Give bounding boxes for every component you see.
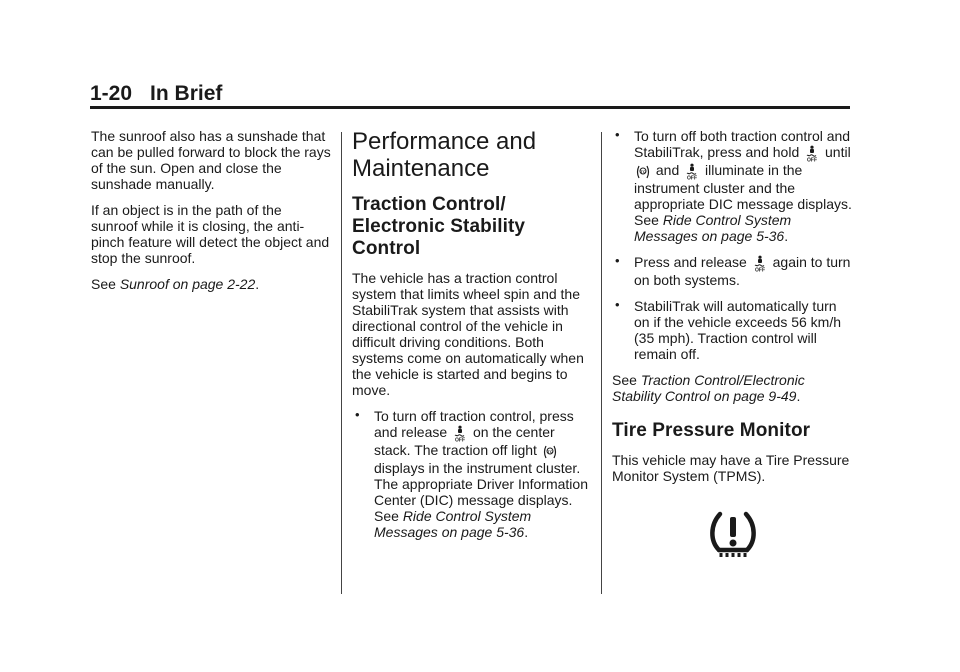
- tire-pressure-warning-icon: [708, 509, 758, 559]
- paragraph: This vehicle may have a Tire Pressure Monitor System (TPMS).: [612, 452, 850, 484]
- text: To turn off traction control, press and release: [374, 408, 574, 440]
- bullet-list: [612, 128, 852, 362]
- text: until: [821, 144, 851, 160]
- cross-reference-link[interactable]: Ride Control System Messages on page 5-36: [634, 212, 792, 244]
- svg-text:OFF: OFF: [807, 157, 818, 162]
- bullet-icon: •: [615, 127, 620, 142]
- stabilitrak-off-icon: [685, 163, 699, 180]
- page-header: [90, 82, 850, 106]
- svg-text:OFF: OFF: [687, 175, 698, 180]
- text: See: [91, 276, 120, 292]
- traction-off-button-icon: [453, 425, 467, 442]
- paragraph: If an object is in the path of the sunroof while it is closing, the anti-pinch feature will detect the object and stop the sunroof.: [91, 202, 330, 266]
- text: and: [652, 162, 684, 178]
- see-reference: [91, 276, 331, 292]
- svg-text:TC: TC: [547, 449, 553, 454]
- text: .: [796, 388, 801, 404]
- list-item: [612, 254, 852, 288]
- list-item: [352, 408, 592, 540]
- text: See: [612, 372, 641, 388]
- subsection-heading: Tire Pressure Monitor: [612, 420, 811, 441]
- cross-reference-link[interactable]: Ride Control System Messages on page 5-36: [374, 508, 532, 540]
- text: StabiliTrak will automatically turn on if the vehicle exceeds 56 km/h (35 mph). Traction control will remain off.: [634, 298, 842, 362]
- bullet-icon: •: [615, 297, 620, 312]
- column-divider: [601, 132, 602, 594]
- section-title: In Brief: [150, 82, 223, 105]
- column-3: [612, 128, 852, 494]
- traction-off-light-icon: [636, 163, 650, 180]
- text: To turn off both traction control and StabiliTrak, press and hold: [634, 128, 851, 160]
- section-heading: Performance and Maintenance: [352, 128, 537, 182]
- svg-text:TC: TC: [640, 169, 646, 174]
- subsection-heading: Traction Control/ Electronic Stability Control: [352, 194, 526, 259]
- text: .: [255, 276, 260, 292]
- svg-text:OFF: OFF: [455, 437, 466, 442]
- column-1: [91, 128, 331, 302]
- text: .: [784, 228, 789, 244]
- svg-text:OFF: OFF: [754, 267, 765, 272]
- header-rule: [90, 106, 850, 109]
- bullet-list: [352, 408, 592, 540]
- traction-off-button-icon: [805, 145, 819, 162]
- text: again to turn on both systems.: [634, 254, 851, 288]
- text: illuminate in the instrument cluster and the appropriate DIC message displays. See: [634, 162, 852, 228]
- page-number: 1-20: [90, 82, 133, 105]
- text: on the center stack. The traction off light: [374, 424, 555, 458]
- column-divider: [341, 132, 342, 594]
- see-reference: [612, 372, 852, 404]
- paragraph: The sunroof also has a sunshade that can be pulled forward to block the rays of the sun. Open and close the sunshade manually.: [91, 128, 331, 192]
- text: Press and release: [634, 254, 751, 270]
- bullet-icon: •: [615, 253, 620, 268]
- list-item: [612, 128, 852, 244]
- text: .: [524, 524, 529, 540]
- cross-reference-link[interactable]: Sunroof on page 2-22: [119, 276, 256, 292]
- bullet-icon: •: [355, 407, 360, 422]
- traction-off-button-icon: [753, 255, 767, 272]
- paragraph: The vehicle has a traction control system that limits wheel spin and the StabiliTrak system that assists with directional control of the vehicle in difficult driving conditions. Both systems come on automatically when the vehicle is started and begins to move.: [352, 270, 584, 398]
- traction-off-light-icon: [543, 443, 557, 460]
- text: displays in the instrument cluster. The appropriate Driver Information Center (DIC) message displays. See: [374, 460, 588, 524]
- cross-reference-link[interactable]: Traction Control/Electronic Stability Control on page 9-49: [612, 372, 805, 404]
- column-2: [352, 128, 592, 550]
- list-item: [612, 298, 852, 362]
